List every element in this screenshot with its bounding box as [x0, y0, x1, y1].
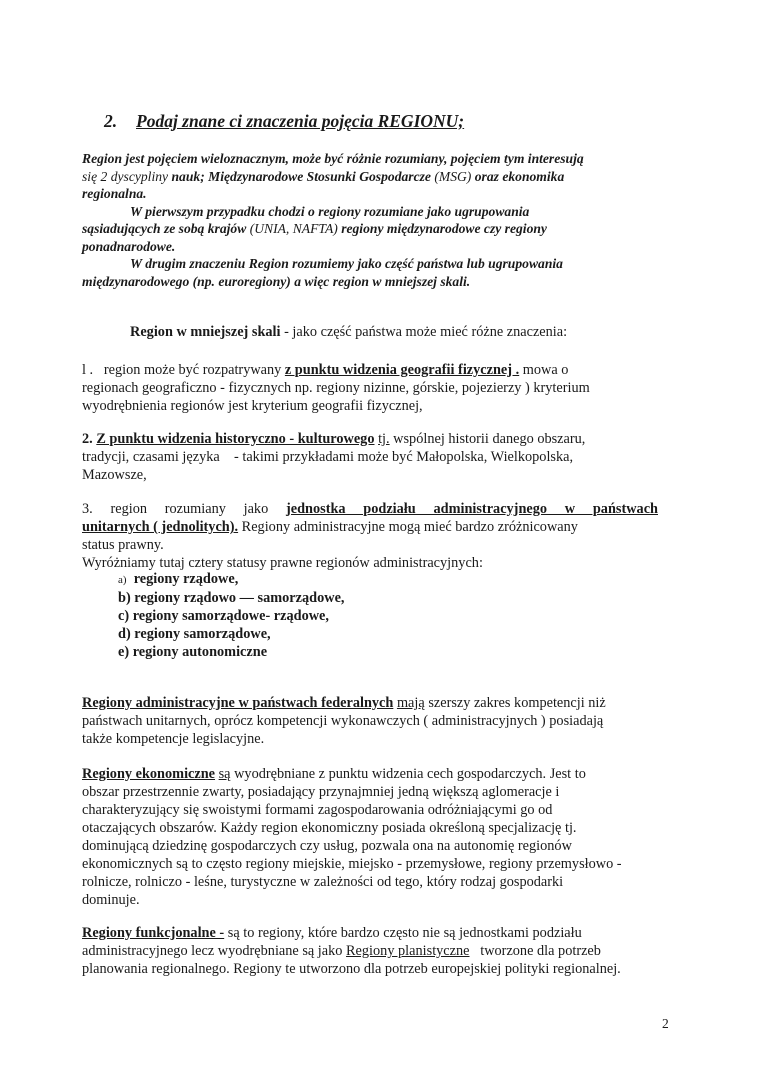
intro-paragraph: [82, 150, 658, 290]
intro-line: Region jest pojęciem wieloznacznym, może być różnie rozumiany, pojęciem tym interesują: [82, 151, 584, 166]
list-item: c) regiony samorządowe- rządowe,: [118, 608, 329, 624]
item-1: l . region może być rozpatrywany z punktu widzenia geografii fizycznej . mowa o regionach geograficzno - fizycznych np. regiony nizinne, górskie, pojezierzy ) kryterium wyodrębnienia regionów jest kryterium geografii fizycznej,: [82, 362, 590, 414]
question-number: 2.: [104, 111, 118, 131]
economic-paragraph: Regiony ekonomiczne są wyodrębniane z punktu widzenia cech gospodarczych. Jest to obszar przestrzennie zwarty, posiadający przynajmniej jedną większą aglomeracje i charakteryzujący się swoistymi formami zagospodarowania odróżniającymi go od otaczających obszarów. Każdy region ekonomiczny posiada określoną specjalizację tj. dominującą dziedzinę gospodarczych czy usług, pozwala ona na autonomię regionów ekonomicznych są to często regiony miejskie, miejsko - przemysłowe, regiony przemysłowo - rolnicze, rolniczo - leśne, turystyczne w zależności od tego, który rodzaj gospodarki dominuje.: [82, 766, 622, 908]
question-heading: [104, 111, 464, 132]
intro-line: międzynarodowego (np. euroregiony) a więc region w mniejszej skali.: [82, 273, 471, 289]
statuses-intro: Wyróżniamy tutaj cztery statusy prawne regionów administracyjnych:: [82, 555, 483, 571]
list-item: a) regiony rządowe,: [118, 571, 239, 587]
intro-line: W drugim znaczeniu Region rozumiemy jako część państwa lub ugrupowania: [130, 256, 563, 271]
intro-line: się 2 dyscypliny nauk; Międzynarodowe Stosunki Gospodarcze (MSG) oraz ekonomika: [82, 168, 565, 184]
intro-line: W pierwszym przypadku chodzi o regiony rozumiane jako ugrupowania: [130, 203, 530, 219]
list-item: d) regiony samorządowe,: [118, 626, 271, 642]
intro-line: regionalna.: [82, 186, 147, 201]
federal-paragraph: Regiony administracyjne w państwach federalnych mają szerszy zakres kompetencji niż państwach unitarnych, oprócz kompetencji wykonawczych ( administracyjnych ) posiadają także kompetencje legislacyjne.: [82, 695, 606, 747]
list-item: e) regiony autonomiczne: [118, 644, 268, 660]
item-2: 2. Z punktu widzenia historyczno - kulturowego tj. wspólnej historii danego obszaru, tradycji, czasami języka - takimi przykładami może być Małopolska, Wielkopolska, Mazowsze,: [82, 431, 586, 483]
status-list: [118, 570, 345, 661]
smaller-scale-line: Region w mniejszej skali - jako część państwa może mieć różne znaczenia:: [130, 324, 568, 340]
list-item: b) regiony rządowo — samorządowe,: [118, 590, 345, 606]
intro-line: sąsiadujących ze sobą krajów (UNIA, NAFTA) regiony międzynarodowe czy regiony: [82, 221, 547, 236]
functional-paragraph: Regiony funkcjonalne - są to regiony, które bardzo często nie są jednostkami podziału administracyjnego lecz wyodrębniane są jako Regiony planistyczne tworzone dla potrzeb planowania regionalnego. Regiony te utworzono dla potrzeb europejskiej polityki regionalnej.: [82, 925, 621, 977]
page-number: 2: [662, 1016, 669, 1031]
item-1-marker: l .: [82, 362, 94, 378]
item-3: 3. region rozumiany jako jednostka podziału administracyjnego w państwach unitarnych ( jednolitych). Regiony administracyjne mogą mieć bardzo zróżnicowany status prawny.: [82, 501, 658, 553]
question-text: Podaj znane ci znaczenia pojęcia REGIONU;: [136, 111, 465, 131]
intro-line: ponadnarodowe.: [82, 238, 176, 254]
